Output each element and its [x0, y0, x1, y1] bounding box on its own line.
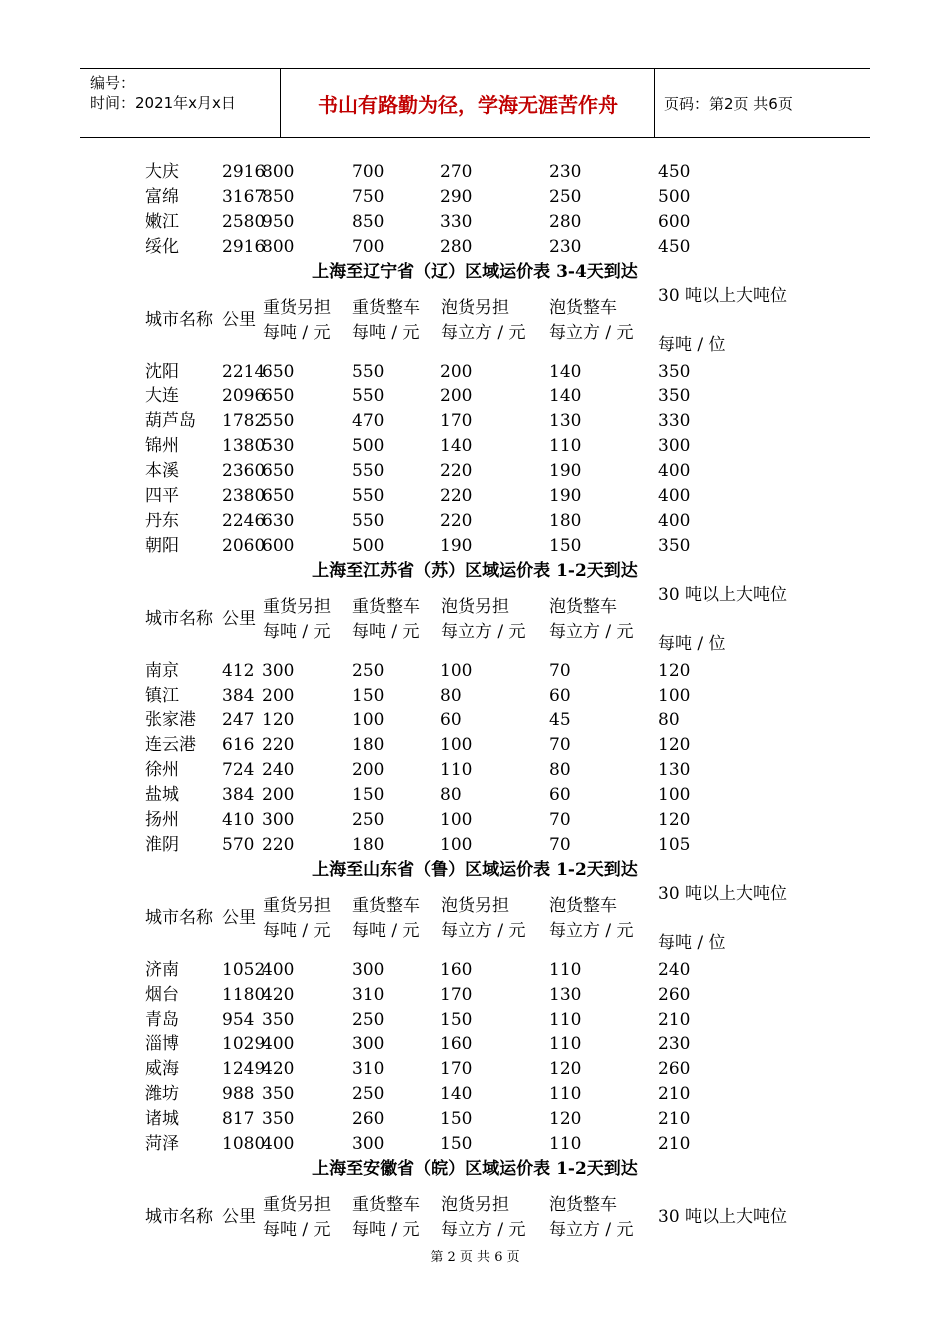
- big-tonnage-price: 120: [658, 735, 691, 756]
- heavy-single-price: 350: [262, 1109, 295, 1130]
- heavy-full-price: 550: [352, 361, 385, 382]
- bulk-single-price: 150: [440, 1109, 473, 1130]
- col-header-km: 公里: [222, 608, 256, 629]
- col-header-bulk-single: 泡货另担: [441, 297, 509, 318]
- bulk-single-price: 160: [440, 1034, 473, 1055]
- distance-km: 1249: [222, 1059, 266, 1080]
- section-title: 上海至安徽省（皖）区域运价表 1-2天到达: [312, 1158, 638, 1179]
- heavy-single-price: 650: [262, 361, 295, 382]
- heavy-full-price: 550: [352, 461, 385, 482]
- distance-km: 384: [222, 785, 255, 806]
- big-tonnage-price: 450: [658, 236, 691, 257]
- bulk-full-price: 250: [549, 186, 582, 207]
- distance-km: 410: [222, 810, 255, 830]
- big-tonnage-price: 330: [658, 411, 691, 432]
- page-footer: 第 2 页 共 6 页: [430, 1250, 520, 1265]
- bulk-full-price: 60: [549, 785, 571, 806]
- col-header-city: 城市名称: [145, 907, 213, 928]
- bulk-single-price: 220: [440, 461, 473, 482]
- col-header-heavy-single-unit: 每吨 / 元: [263, 621, 331, 642]
- distance-km: 724: [222, 760, 255, 781]
- heavy-single-price: 800: [262, 236, 295, 257]
- distance-km: 616: [222, 735, 255, 756]
- heavy-single-price: 220: [262, 834, 295, 855]
- heavy-single-price: 850: [262, 186, 295, 207]
- distance-km: 2380: [222, 486, 266, 506]
- bulk-single-price: 200: [440, 361, 473, 382]
- heavy-single-price: 200: [262, 785, 295, 806]
- heavy-full-price: 260: [352, 1109, 385, 1130]
- col-header-heavy-single-unit: 每吨 / 元: [263, 1219, 331, 1240]
- distance-km: 2360: [222, 461, 266, 482]
- bulk-full-price: 110: [549, 1009, 582, 1030]
- heavy-full-price: 250: [352, 810, 385, 830]
- heavy-full-price: 180: [352, 735, 385, 756]
- heavy-full-price: 470: [352, 411, 385, 432]
- bulk-single-price: 100: [440, 735, 473, 756]
- col-header-bulk-single: 泡货另担: [441, 596, 509, 617]
- bulk-single-price: 190: [440, 535, 473, 556]
- bulk-single-price: 220: [440, 486, 473, 506]
- heavy-full-price: 310: [352, 984, 385, 1005]
- city-name: 镇江: [145, 685, 179, 706]
- bulk-full-price: 120: [549, 1059, 582, 1080]
- col-header-city: 城市名称: [145, 608, 213, 629]
- city-name: 四平: [145, 486, 179, 506]
- col-header-heavy-full-unit: 每吨 / 元: [352, 621, 420, 642]
- bulk-full-price: 70: [549, 834, 571, 855]
- bulk-full-price: 150: [549, 535, 582, 556]
- city-name: 张家港: [145, 710, 196, 731]
- heavy-full-price: 550: [352, 486, 385, 506]
- section-title: 上海至辽宁省（辽）区域运价表 3-4天到达: [312, 261, 638, 282]
- header-motto: 书山有路勤为径，学海无涯苦作舟: [318, 92, 618, 117]
- big-tonnage-price: 300: [658, 436, 691, 457]
- distance-km: 412: [222, 660, 255, 681]
- bulk-single-price: 60: [440, 710, 462, 731]
- big-tonnage-price: 600: [658, 211, 691, 232]
- col-header-heavy-full-unit: 每吨 / 元: [352, 322, 420, 343]
- col-header-city: 城市名称: [145, 1206, 213, 1227]
- bulk-full-price: 110: [549, 959, 582, 980]
- col-header-bulk-single-unit: 每立方 / 元: [441, 621, 526, 642]
- distance-km: 2060: [222, 535, 266, 556]
- heavy-single-price: 300: [262, 660, 295, 681]
- distance-km: 247: [222, 710, 255, 731]
- city-name: 大连: [145, 386, 179, 407]
- city-name: 本溪: [145, 461, 179, 482]
- big-tonnage-price: 260: [658, 1059, 691, 1080]
- distance-km: 1180: [222, 984, 266, 1005]
- heavy-single-price: 400: [262, 959, 295, 980]
- bulk-single-price: 150: [440, 1009, 473, 1030]
- col-header-city: 城市名称: [145, 309, 213, 330]
- col-header-heavy-full: 重货整车: [352, 1194, 420, 1215]
- city-name: 威海: [145, 1059, 179, 1080]
- col-header-km: 公里: [222, 1206, 256, 1227]
- bulk-full-price: 70: [549, 735, 571, 756]
- col-header-bulk-full: 泡货整车: [549, 1194, 617, 1215]
- bulk-single-price: 270: [440, 162, 473, 182]
- distance-km: 1052: [222, 959, 266, 980]
- bulk-single-price: 170: [440, 1059, 473, 1080]
- distance-km: 2246: [222, 510, 266, 531]
- heavy-single-price: 350: [262, 1084, 295, 1105]
- bulk-single-price: 280: [440, 236, 473, 257]
- col-header-bulk-single-unit: 每立方 / 元: [441, 1219, 526, 1240]
- heavy-single-price: 630: [262, 510, 295, 531]
- bulk-full-price: 45: [549, 710, 571, 731]
- heavy-full-price: 250: [352, 1009, 385, 1030]
- heavy-full-price: 200: [352, 760, 385, 781]
- bulk-full-price: 110: [549, 436, 582, 457]
- distance-km: 954: [222, 1009, 255, 1030]
- big-tonnage-price: 105: [658, 834, 691, 855]
- distance-km: 2096: [222, 386, 266, 407]
- heavy-full-price: 250: [352, 660, 385, 681]
- bulk-full-price: 130: [549, 984, 582, 1005]
- bulk-single-price: 150: [440, 1134, 473, 1154]
- bulk-full-price: 230: [549, 162, 582, 182]
- heavy-single-price: 600: [262, 535, 295, 556]
- distance-km: 384: [222, 685, 255, 706]
- big-tonnage-price: 260: [658, 984, 691, 1005]
- col-header-heavy-full: 重货整车: [352, 596, 420, 617]
- code-label: 编号：: [90, 74, 136, 92]
- city-name: 淄博: [145, 1034, 179, 1055]
- bulk-full-price: 130: [549, 411, 582, 432]
- city-name: 葫芦岛: [145, 411, 196, 432]
- col-header-heavy-single-unit: 每吨 / 元: [263, 322, 331, 343]
- col-header-heavy-single-unit: 每吨 / 元: [263, 920, 331, 941]
- bulk-single-price: 100: [440, 834, 473, 855]
- col-header-heavy-full-unit: 每吨 / 元: [352, 920, 420, 941]
- big-tonnage-price: 230: [658, 1034, 691, 1055]
- distance-km: 1029: [222, 1034, 266, 1055]
- col-header-heavy-full: 重货整车: [352, 895, 420, 916]
- city-name: 锦州: [145, 436, 179, 457]
- distance-km: 988: [222, 1084, 255, 1105]
- bulk-full-price: 140: [549, 361, 582, 382]
- heavy-single-price: 300: [262, 810, 295, 830]
- header-meta: [90, 73, 236, 113]
- section-title: 上海至山东省（鲁）区域运价表 1-2天到达: [312, 859, 638, 880]
- distance-km: 1782: [222, 411, 266, 432]
- city-name: 南京: [145, 660, 179, 681]
- city-name: 徐州: [145, 760, 179, 781]
- city-name: 烟台: [145, 984, 179, 1005]
- col-header-bulk-full-unit: 每立方 / 元: [549, 322, 634, 343]
- heavy-single-price: 350: [262, 1009, 295, 1030]
- bulk-single-price: 290: [440, 186, 473, 207]
- section-title: 上海至江苏省（苏）区域运价表 1-2天到达: [312, 560, 638, 581]
- city-name: 淮阴: [145, 834, 179, 855]
- bulk-full-price: 70: [549, 810, 571, 830]
- bulk-full-price: 190: [549, 461, 582, 482]
- col-header-big-tonnage-unit: 每吨 / 位: [658, 334, 726, 355]
- col-header-bulk-full-unit: 每立方 / 元: [549, 1219, 634, 1240]
- col-header-bulk-single-unit: 每立方 / 元: [441, 322, 526, 343]
- col-header-bulk-single: 泡货另担: [441, 895, 509, 916]
- heavy-full-price: 250: [352, 1084, 385, 1105]
- city-name: 诸城: [145, 1109, 179, 1130]
- city-name: 朝阳: [145, 535, 179, 556]
- col-header-heavy-single: 重货另担: [263, 895, 331, 916]
- big-tonnage-price: 100: [658, 685, 691, 706]
- big-tonnage-price: 500: [658, 186, 691, 207]
- col-header-heavy-single: 重货另担: [263, 596, 331, 617]
- heavy-single-price: 650: [262, 461, 295, 482]
- bulk-single-price: 170: [440, 984, 473, 1005]
- bulk-full-price: 60: [549, 685, 571, 706]
- header-page-info: 页码：第2页 共6页: [664, 94, 793, 113]
- col-header-big-tonnage: 30 吨以上大吨位: [658, 1206, 788, 1227]
- col-header-big-tonnage-unit: 每吨 / 位: [658, 932, 726, 953]
- col-header-km: 公里: [222, 907, 256, 928]
- heavy-single-price: 240: [262, 760, 295, 781]
- heavy-full-price: 700: [352, 236, 385, 257]
- heavy-full-price: 300: [352, 1134, 385, 1154]
- bulk-single-price: 140: [440, 436, 473, 457]
- heavy-single-price: 950: [262, 211, 295, 232]
- bulk-single-price: 170: [440, 411, 473, 432]
- distance-km: 2916: [222, 236, 266, 257]
- heavy-full-price: 550: [352, 386, 385, 407]
- col-header-big-tonnage: 30 吨以上大吨位: [658, 584, 788, 605]
- bulk-single-price: 140: [440, 1084, 473, 1105]
- bulk-full-price: 80: [549, 760, 571, 781]
- city-name: 盐城: [145, 785, 179, 806]
- heavy-full-price: 150: [352, 685, 385, 706]
- header-divider: [280, 69, 281, 137]
- bulk-full-price: 120: [549, 1109, 582, 1130]
- big-tonnage-price: 350: [658, 535, 691, 556]
- city-name: 青岛: [145, 1009, 179, 1030]
- city-name: 潍坊: [145, 1084, 179, 1105]
- city-name: 连云港: [145, 735, 196, 756]
- city-name: 扬州: [145, 810, 179, 830]
- big-tonnage-price: 120: [658, 810, 691, 830]
- big-tonnage-price: 400: [658, 510, 691, 531]
- heavy-full-price: 310: [352, 1059, 385, 1080]
- distance-km: 570: [222, 834, 255, 855]
- big-tonnage-price: 450: [658, 162, 691, 182]
- col-header-bulk-full: 泡货整车: [549, 596, 617, 617]
- heavy-single-price: 530: [262, 436, 295, 457]
- heavy-single-price: 420: [262, 1059, 295, 1080]
- bulk-full-price: 280: [549, 211, 582, 232]
- col-header-km: 公里: [222, 309, 256, 330]
- distance-km: 2214: [222, 361, 266, 382]
- heavy-full-price: 150: [352, 785, 385, 806]
- heavy-full-price: 550: [352, 510, 385, 531]
- col-header-bulk-full: 泡货整车: [549, 895, 617, 916]
- bulk-single-price: 200: [440, 386, 473, 407]
- bulk-single-price: 80: [440, 785, 462, 806]
- page-header: [80, 68, 870, 138]
- big-tonnage-price: 120: [658, 660, 691, 681]
- heavy-full-price: 850: [352, 211, 385, 232]
- distance-km: 2580: [222, 211, 266, 232]
- bulk-single-price: 330: [440, 211, 473, 232]
- big-tonnage-price: 210: [658, 1109, 691, 1130]
- city-name: 菏泽: [145, 1134, 179, 1154]
- big-tonnage-price: 210: [658, 1134, 691, 1154]
- city-name: 富绵: [145, 186, 179, 207]
- city-name: 济南: [145, 959, 179, 980]
- col-header-bulk-single: 泡货另担: [441, 1194, 509, 1215]
- col-header-heavy-single: 重货另担: [263, 1194, 331, 1215]
- heavy-single-price: 220: [262, 735, 295, 756]
- heavy-full-price: 700: [352, 162, 385, 182]
- bulk-full-price: 230: [549, 236, 582, 257]
- big-tonnage-price: 350: [658, 386, 691, 407]
- heavy-single-price: 420: [262, 984, 295, 1005]
- distance-km: 1380: [222, 436, 266, 457]
- col-header-bulk-full: 泡货整车: [549, 297, 617, 318]
- bulk-full-price: 70: [549, 660, 571, 681]
- col-header-big-tonnage: 30 吨以上大吨位: [658, 285, 788, 306]
- heavy-single-price: 200: [262, 685, 295, 706]
- big-tonnage-price: 210: [658, 1084, 691, 1105]
- city-name: 大庆: [145, 162, 179, 182]
- heavy-full-price: 500: [352, 436, 385, 457]
- heavy-full-price: 750: [352, 186, 385, 207]
- bulk-full-price: 140: [549, 386, 582, 407]
- big-tonnage-price: 240: [658, 959, 691, 980]
- col-header-heavy-single: 重货另担: [263, 297, 331, 318]
- big-tonnage-price: 400: [658, 461, 691, 482]
- col-header-heavy-full-unit: 每吨 / 元: [352, 1219, 420, 1240]
- heavy-single-price: 400: [262, 1034, 295, 1055]
- heavy-full-price: 500: [352, 535, 385, 556]
- heavy-single-price: 800: [262, 162, 295, 182]
- col-header-bulk-full-unit: 每立方 / 元: [549, 621, 634, 642]
- distance-km: 3167: [222, 186, 266, 207]
- header-divider: [654, 69, 655, 137]
- distance-km: 2916: [222, 162, 266, 182]
- bulk-single-price: 160: [440, 959, 473, 980]
- big-tonnage-price: 130: [658, 760, 691, 781]
- distance-km: 817: [222, 1109, 255, 1130]
- col-header-bulk-single-unit: 每立方 / 元: [441, 920, 526, 941]
- bulk-full-price: 110: [549, 1034, 582, 1055]
- time-label: 时间：2021年x月x日: [90, 94, 236, 112]
- big-tonnage-price: 400: [658, 486, 691, 506]
- bulk-single-price: 110: [440, 760, 473, 781]
- heavy-single-price: 550: [262, 411, 295, 432]
- heavy-full-price: 300: [352, 959, 385, 980]
- big-tonnage-price: 350: [658, 361, 691, 382]
- col-header-heavy-full: 重货整车: [352, 297, 420, 318]
- heavy-single-price: 400: [262, 1134, 295, 1154]
- heavy-full-price: 180: [352, 834, 385, 855]
- bulk-single-price: 100: [440, 810, 473, 830]
- heavy-full-price: 300: [352, 1034, 385, 1055]
- bulk-full-price: 180: [549, 510, 582, 531]
- distance-km: 1080: [222, 1134, 266, 1154]
- bulk-full-price: 190: [549, 486, 582, 506]
- bulk-full-price: 110: [549, 1134, 582, 1154]
- col-header-bulk-full-unit: 每立方 / 元: [549, 920, 634, 941]
- city-name: 嫩江: [145, 211, 179, 232]
- heavy-single-price: 650: [262, 486, 295, 506]
- bulk-single-price: 220: [440, 510, 473, 531]
- city-name: 绥化: [145, 236, 179, 257]
- col-header-big-tonnage-unit: 每吨 / 位: [658, 633, 726, 654]
- bulk-single-price: 80: [440, 685, 462, 706]
- heavy-single-price: 650: [262, 386, 295, 407]
- city-name: 丹东: [145, 510, 179, 531]
- heavy-full-price: 100: [352, 710, 385, 731]
- bulk-full-price: 110: [549, 1084, 582, 1105]
- big-tonnage-price: 80: [658, 710, 680, 731]
- big-tonnage-price: 210: [658, 1009, 691, 1030]
- col-header-big-tonnage: 30 吨以上大吨位: [658, 883, 788, 904]
- city-name: 沈阳: [145, 361, 179, 382]
- big-tonnage-price: 100: [658, 785, 691, 806]
- heavy-single-price: 120: [262, 710, 295, 731]
- bulk-single-price: 100: [440, 660, 473, 681]
